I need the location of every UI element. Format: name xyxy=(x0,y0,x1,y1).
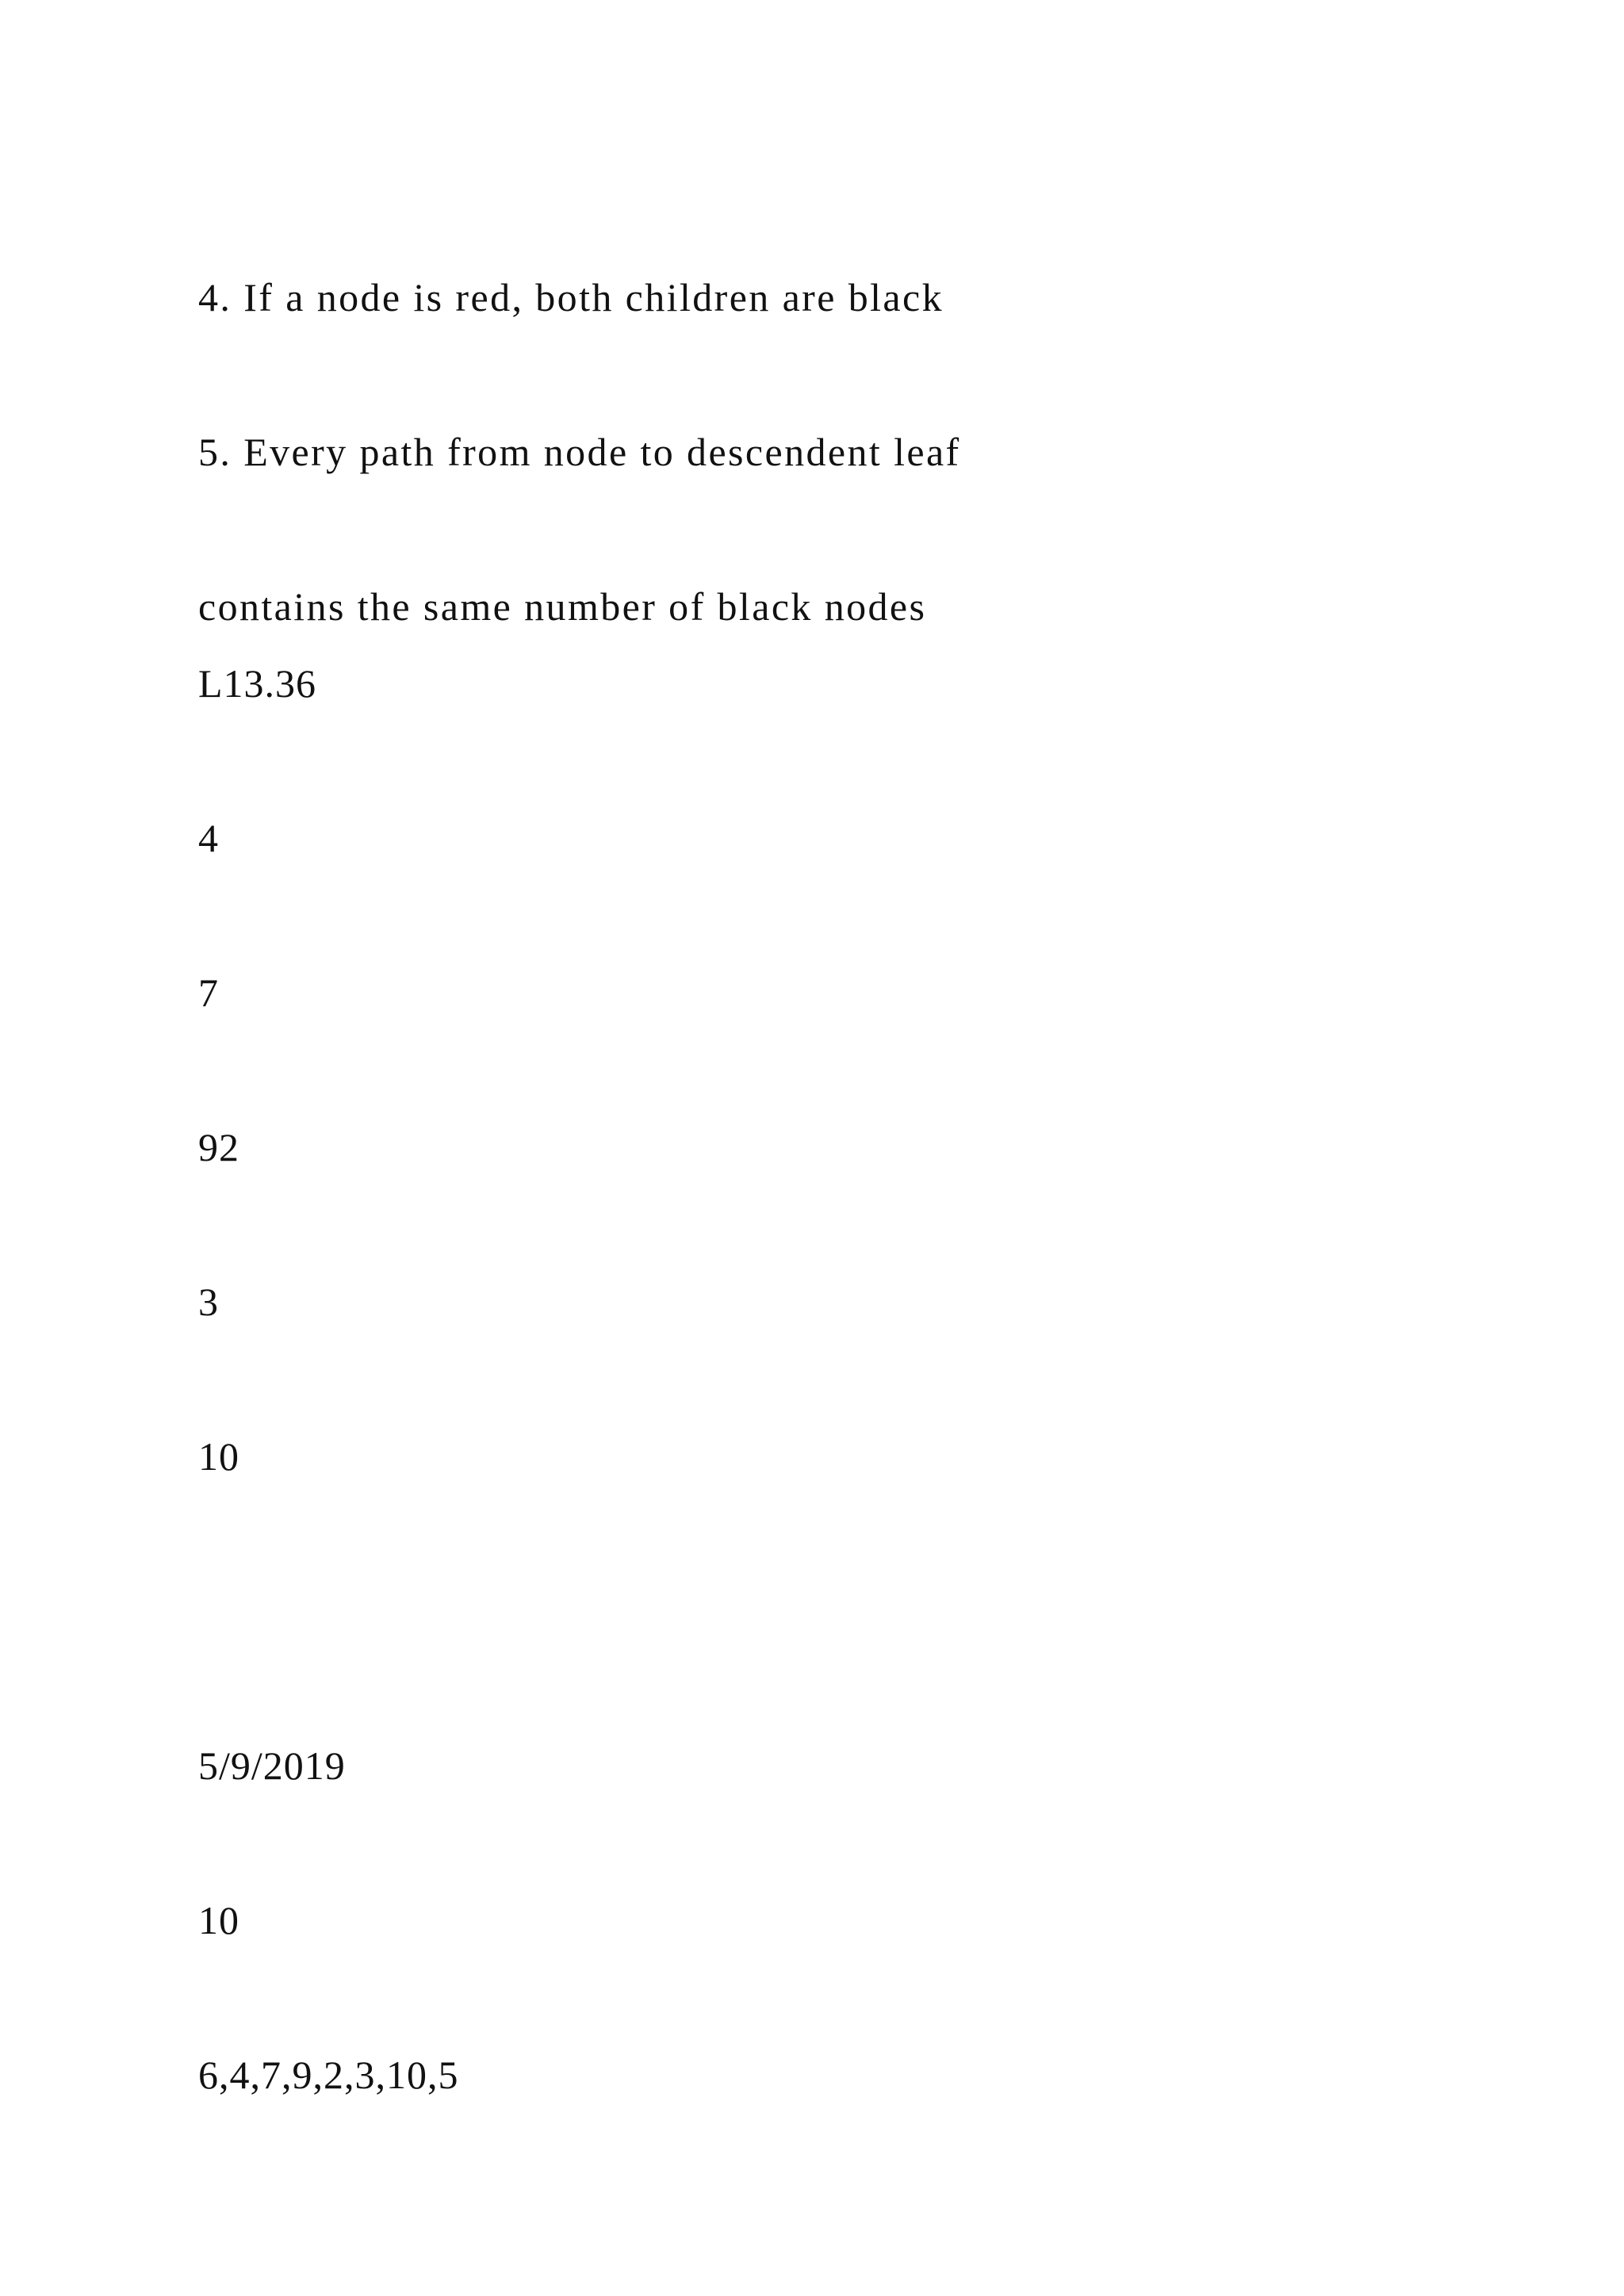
tree-value: 3 xyxy=(198,1280,219,1324)
date-text: 5/9/2019 xyxy=(198,1743,346,1788)
tree-value: 92 xyxy=(198,1125,239,1169)
page-number: 10 xyxy=(198,1898,239,1942)
rule-4-text: 4. If a node is red, both children are black xyxy=(198,275,944,320)
slide-reference: L13.36 xyxy=(198,661,317,706)
insertion-sequence: 6,4,7,9,2,3,10,5 xyxy=(198,2053,459,2097)
rule-5-text-line-2: contains the same number of black nodes xyxy=(198,584,927,629)
rule-5-text-line-1: 5. Every path from node to descendent leaf xyxy=(198,430,961,474)
tree-value: 10 xyxy=(198,1434,239,1479)
tree-value: 7 xyxy=(198,970,219,1015)
tree-value: 4 xyxy=(198,816,219,860)
